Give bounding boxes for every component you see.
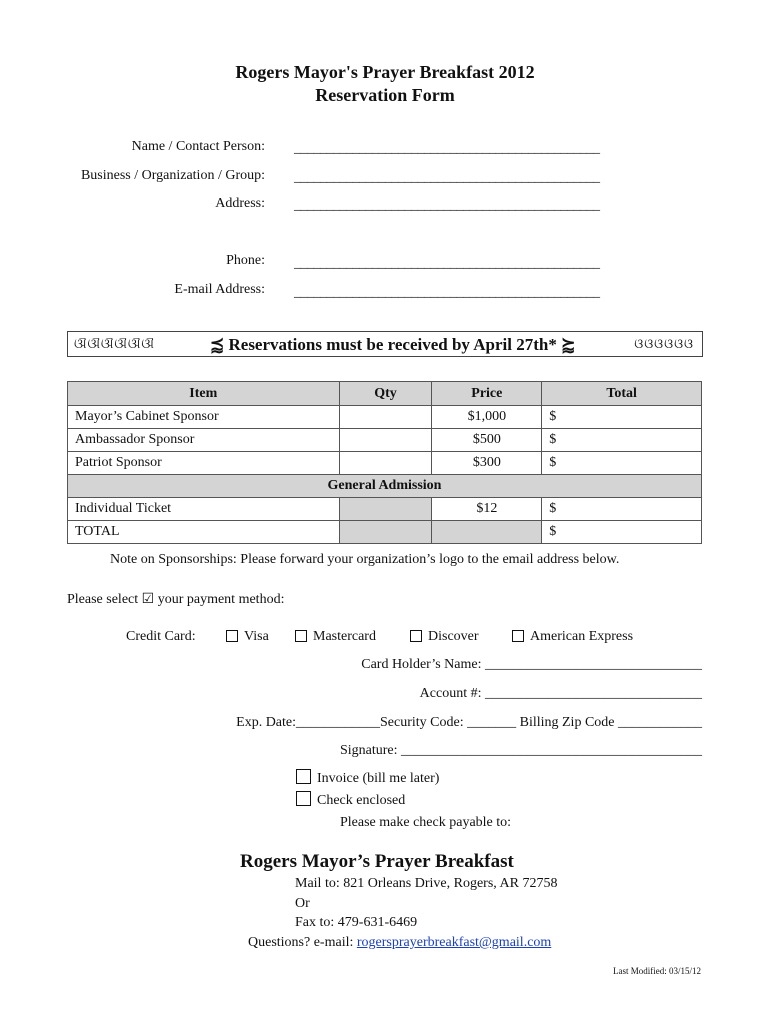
- header-item: Item: [68, 382, 340, 406]
- exp-security-zip-fields[interactable]: Exp. Date:____________Security Code: _______ Billing Zip Code ____________: [236, 715, 702, 730]
- row-item: Patriot Sponsor: [68, 452, 340, 475]
- amex-option[interactable]: [512, 629, 633, 645]
- check-option[interactable]: [296, 793, 405, 809]
- business-label: Business / Organization / Group:: [80, 168, 265, 183]
- total-label: TOTAL: [68, 521, 340, 544]
- fax-number: Fax to: 479-631-6469: [295, 915, 418, 930]
- ticket-total[interactable]: $: [542, 498, 702, 521]
- last-modified: Last Modified: 03/15/12: [613, 966, 701, 976]
- checked-box-icon: ☑: [141, 592, 155, 607]
- mastercard-checkbox[interactable]: [295, 630, 307, 642]
- phone-field[interactable]: _______________________________________________: [294, 256, 600, 271]
- grand-total[interactable]: $: [542, 521, 702, 544]
- mastercard-option[interactable]: [295, 629, 376, 645]
- row-total[interactable]: $: [542, 429, 702, 452]
- payable-instruction: Please make check payable to:: [340, 815, 512, 830]
- row-price: $1,000: [432, 406, 542, 429]
- ticket-qty[interactable]: [339, 498, 432, 521]
- table-row: [68, 406, 702, 429]
- table-row: [68, 452, 702, 475]
- total-price-blank: [432, 521, 542, 544]
- phone-label: Phone:: [226, 253, 265, 268]
- row-price: $500: [432, 429, 542, 452]
- name-label: Name / Contact Person:: [131, 139, 265, 154]
- right-ornament: ଓଓଓଓଓଓ: [634, 336, 694, 351]
- deadline-message: ⪷ Reservations must be received by April 27th* ⪸: [210, 335, 576, 354]
- row-item: Mayor’s Cabinet Sponsor: [68, 406, 340, 429]
- check-label: Check enclosed: [317, 793, 406, 808]
- table-header-row: [68, 382, 702, 406]
- email-label: E-mail Address:: [174, 282, 265, 297]
- email-field[interactable]: _______________________________________________: [294, 285, 600, 300]
- credit-card-label: Credit Card:: [126, 629, 196, 644]
- check-checkbox[interactable]: [296, 791, 311, 806]
- questions-line: [248, 935, 551, 951]
- payment-prefix: Please select: [67, 592, 139, 607]
- visa-label: Visa: [244, 629, 269, 644]
- card-holder-field[interactable]: Card Holder’s Name: _______________________________: [361, 657, 702, 672]
- header-total: Total: [542, 382, 702, 406]
- reservation-table: [67, 381, 702, 544]
- ticket-item: Individual Ticket: [68, 498, 340, 521]
- invoice-option[interactable]: [296, 771, 439, 787]
- amex-label: American Express: [530, 629, 634, 644]
- payment-suffix: your payment method:: [157, 592, 285, 607]
- mastercard-label: Mastercard: [313, 629, 376, 644]
- left-ornament: ଔଔଔଔଔଔ: [74, 336, 155, 351]
- discover-checkbox[interactable]: [410, 630, 422, 642]
- row-price: $300: [432, 452, 542, 475]
- row-qty[interactable]: [339, 429, 432, 452]
- organization-name: Rogers Mayor’s Prayer Breakfast: [240, 851, 514, 872]
- form-subtitle: Reservation Form: [315, 85, 455, 105]
- questions-prefix: Questions? e-mail:: [248, 935, 354, 950]
- visa-option[interactable]: [226, 629, 269, 645]
- or-text: Or: [295, 896, 310, 911]
- address-label: Address:: [215, 196, 265, 211]
- header-price: Price: [432, 382, 542, 406]
- invoice-checkbox[interactable]: [296, 769, 311, 784]
- total-qty-blank: [339, 521, 432, 544]
- deadline-banner: [67, 331, 703, 357]
- invoice-label: Invoice (bill me later): [317, 771, 440, 786]
- row-item: Ambassador Sponsor: [68, 429, 340, 452]
- business-field[interactable]: _______________________________________________: [294, 170, 600, 185]
- header-qty: Qty: [339, 382, 432, 406]
- general-admission-label: General Admission: [68, 475, 702, 498]
- discover-option[interactable]: [410, 629, 479, 645]
- name-field[interactable]: _______________________________________________: [294, 141, 600, 156]
- account-field[interactable]: Account #: _______________________________: [419, 686, 702, 701]
- address-field[interactable]: _______________________________________________: [294, 198, 600, 213]
- visa-checkbox[interactable]: [226, 630, 238, 642]
- sponsorship-note: Note on Sponsorships: Please forward your organization’s logo to the email address below.: [110, 552, 620, 567]
- row-qty[interactable]: [339, 452, 432, 475]
- row-total[interactable]: $: [542, 406, 702, 429]
- signature-field[interactable]: Signature: ___________________________________________: [339, 743, 702, 758]
- mail-address: Mail to: 821 Orleans Drive, Rogers, AR 72758: [295, 876, 558, 891]
- row-total[interactable]: $: [542, 452, 702, 475]
- contact-email-link[interactable]: rogersprayerbreakfast@gmail.com: [356, 935, 552, 950]
- payment-instruction: [67, 591, 284, 608]
- total-row: [68, 521, 702, 544]
- general-admission-row: [68, 475, 702, 498]
- table-row: [68, 498, 702, 521]
- form-title: Rogers Mayor's Prayer Breakfast 2012: [235, 62, 535, 82]
- row-qty[interactable]: [339, 406, 432, 429]
- amex-checkbox[interactable]: [512, 630, 524, 642]
- discover-label: Discover: [428, 629, 479, 644]
- ticket-price: $12: [432, 498, 542, 521]
- table-row: [68, 429, 702, 452]
